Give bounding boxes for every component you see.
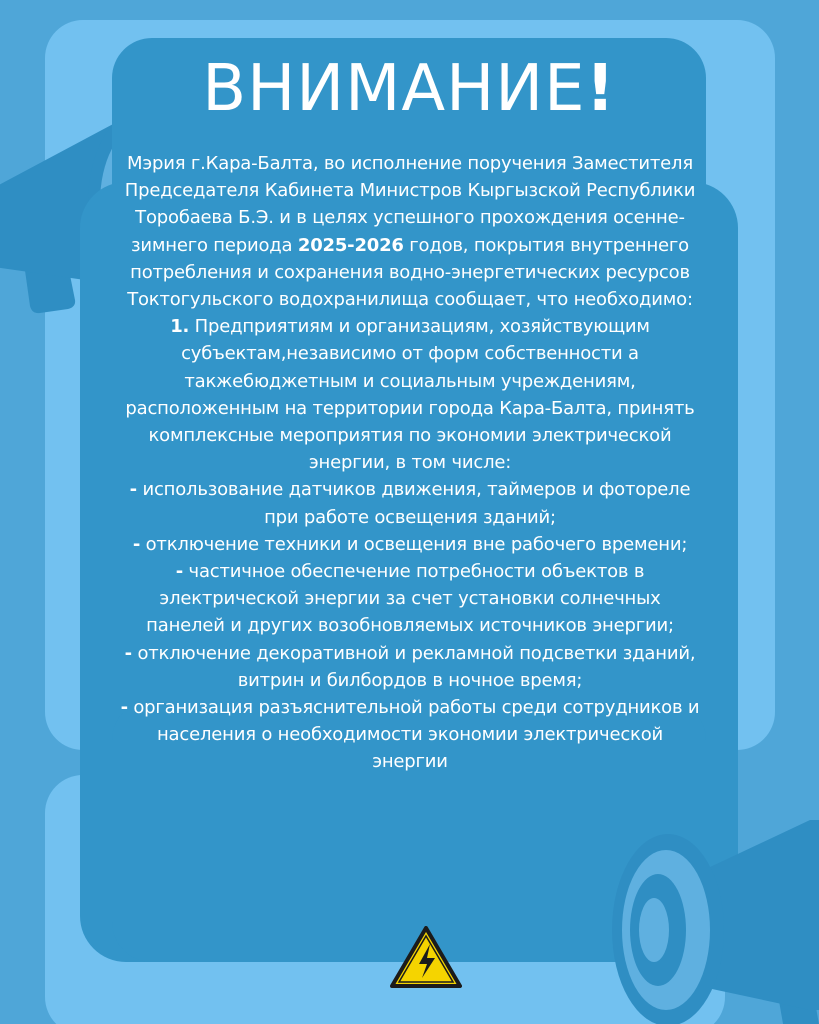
- item-number: 1.: [170, 316, 190, 338]
- announcement-item: [120, 313, 700, 476]
- measure-item: [120, 476, 700, 530]
- high-voltage-warning-icon: [390, 926, 462, 988]
- intro-text-after-year: годов, покрытия внутреннего потребления и сохранения водно-энергетических ресурсов Токтогульского водохранилища сообщает, что необходимо:: [127, 234, 693, 311]
- title-exclamation: !: [585, 52, 616, 126]
- intro-text-before-year: Мэрия г.Кара-Балта, во исполнение поручения Заместителя Председателя Кабинета Министров Кыргызской Республики Торобаева Б.Э. и в целях успешного прохождения осенне-зимнего периода: [124, 153, 696, 256]
- measure-item: [120, 694, 700, 776]
- announcement-body: [120, 150, 700, 776]
- title-text: ВНИМАНИЕ: [202, 52, 586, 126]
- year-range: 2025-2026: [297, 234, 404, 256]
- megaphone-icon: [600, 780, 819, 1024]
- announcement-intro: [120, 150, 700, 313]
- measure-dash: -: [124, 642, 132, 664]
- measure-dash: -: [175, 561, 184, 583]
- page-title: [112, 52, 706, 126]
- measure-text: частичное обеспечение потребности объектов в электрической энергии за счет установки солнечных панелей и других возобновляемых источников энергии;: [146, 561, 674, 637]
- measure-item: [120, 531, 700, 558]
- measure-dash: -: [120, 697, 128, 719]
- measure-item: [120, 640, 700, 694]
- measure-dash: -: [129, 479, 137, 501]
- measure-text: отключение декоративной и рекламной подсветки зданий, витрин и билбордов в ночное время;: [131, 642, 696, 691]
- item-text: Предприятиям и организациям, хозяйствующим субъектам,независимо от форм собственности а такжебюджетным и социальным учреждениям, расположенным на территории города Кара-Балта, принять комплексные мероприятия по экономии электрической энергии, в том числе:: [125, 316, 695, 474]
- measure-item: [120, 558, 700, 640]
- measure-text: отключение техники и освещения вне рабочего времени;: [140, 533, 688, 555]
- measure-text: организация разъяснительной работы среди сотрудников и населения о необходимости экономии электрической энергии: [127, 697, 700, 773]
- measure-text: использование датчиков движения, таймеров и фотореле при работе освещения зданий;: [136, 479, 691, 528]
- measure-dash: -: [132, 533, 141, 555]
